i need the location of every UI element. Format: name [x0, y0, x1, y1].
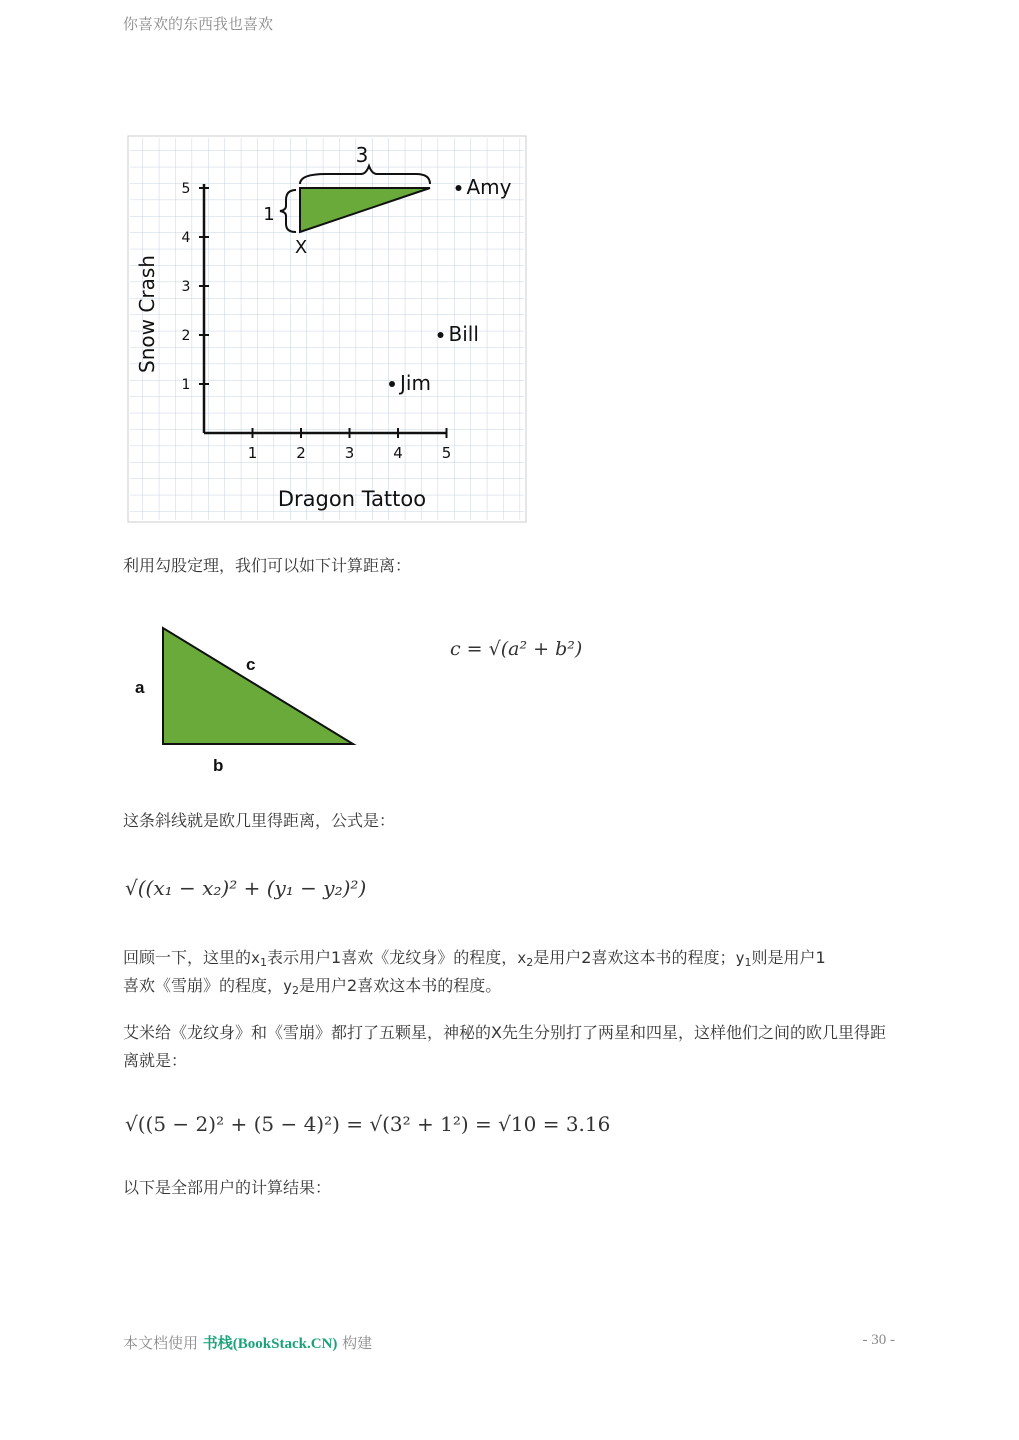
- example-formula: √((5 − 2)² + (5 − 4)²) = √(3² + 1²) = √10 = 3.16: [125, 1112, 611, 1136]
- rating-scatter-figure: [126, 134, 530, 526]
- y-tick-label: 4: [181, 230, 191, 246]
- side-b-label: b: [213, 756, 224, 775]
- page-number: - 30 -: [862, 1332, 895, 1348]
- point-label-amy: Amy: [466, 175, 512, 199]
- y-tick-label: 2: [181, 328, 191, 344]
- paragraph-pythagoras: 利用勾股定理，我们可以如下计算距离：: [123, 556, 412, 575]
- point-label-jim: Jim: [400, 371, 431, 395]
- running-header: 你喜欢的东西我也喜欢: [123, 15, 274, 33]
- point-jim: [389, 381, 395, 387]
- footer-credit: 本文档使用 书栈(BookStack.CN) 构建: [123, 1334, 373, 1352]
- x-tick-label: 5: [441, 444, 452, 462]
- point-bill: [438, 332, 444, 338]
- side-a-label: a: [135, 678, 145, 697]
- point-label-bill: Bill: [448, 322, 479, 346]
- y-tick-label: 5: [181, 181, 191, 197]
- paragraph-amy-example: 艾米给《龙纹身》和《雪崩》都打了五颗星，神秘的X先生分别打了两星和四星，这样他们之间的欧几里得距离就是：: [123, 1023, 886, 1070]
- euclidean-formula: √((x₁ − x₂)² + (y₁ − y₂)²): [125, 876, 367, 900]
- paragraph-euclidean: 这条斜线就是欧几里得距离，公式是：: [123, 811, 396, 830]
- side-c-label: c: [246, 655, 256, 674]
- bookstack-link[interactable]: 书栈(BookStack.CN): [202, 1336, 338, 1352]
- paragraph-results-intro: 以下是全部用户的计算结果：: [123, 1178, 332, 1197]
- x-axis-label: Dragon Tattoo: [277, 487, 427, 511]
- right-triangle: [163, 628, 353, 744]
- y-tick-label: 1: [181, 377, 191, 393]
- brace-left-label: 1: [263, 204, 275, 225]
- point-label-x: X: [294, 237, 308, 258]
- brace-top-label: 3: [355, 143, 369, 167]
- paragraph-recap: 回顾一下，这里的$x_1$表示用户1喜欢《龙纹身》的程度，$x_2$是用户2喜欢这本书的程度；$y_1$则是用户1 喜欢《雪崩》的程度，$y_2$是用户2喜欢这本书的程度。: [123, 948, 826, 997]
- pythagorean-formula: c = √(a² + b²): [450, 638, 583, 660]
- x-tick-label: 1: [247, 444, 258, 462]
- point-amy: [456, 185, 462, 191]
- x-tick-label: 3: [344, 444, 355, 462]
- y-tick-label: 3: [181, 279, 191, 295]
- right-triangle-figure: [123, 622, 373, 782]
- x-tick-label: 2: [296, 444, 306, 462]
- x-tick-label: 4: [393, 444, 403, 462]
- y-axis-label: Snow Crash: [135, 255, 159, 373]
